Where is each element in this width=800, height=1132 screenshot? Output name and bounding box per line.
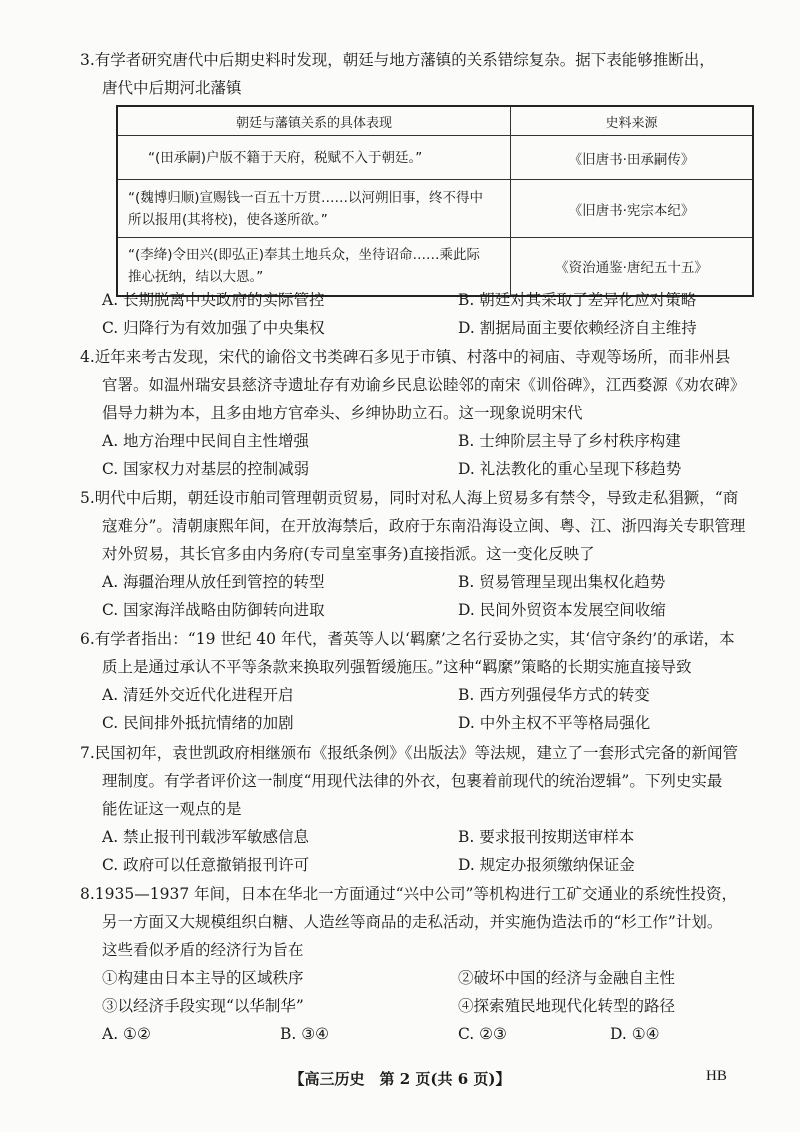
option-c[interactable]: C. 归降行为有效加强了中央集权 — [102, 319, 325, 337]
table-header-source: 史料来源 — [511, 106, 754, 136]
option-row — [80, 568, 760, 596]
option-row — [80, 1020, 760, 1048]
table-cell-text: “(李绛)令田兴(即弘正)奉其土地兵众，坐待诏命……乘此际 — [128, 247, 481, 264]
question-7-stem-line-3: 能佐证这一观点的是 — [102, 800, 242, 818]
question-5-stem-line-1: 5.明代中后期，朝廷设市舶司管理朝贡贸易，同时对私人海上贸易多有禁令，导致走私猖獗，“商 — [80, 489, 739, 507]
question-3 — [80, 46, 760, 102]
option-b[interactable]: B. 贸易管理呈现出集权化趋势 — [458, 573, 666, 591]
statement-row — [80, 964, 760, 992]
paper-code: HB — [706, 1068, 727, 1084]
option-a[interactable]: A. 禁止报刊刊载涉军敏感信息 — [102, 828, 310, 846]
question-6-stem-line-2: 质上是通过承认不平等条款来换取列强暂缓施压。”这种“羁縻”策略的长期实施直接导致 — [102, 658, 692, 676]
question-3-options — [80, 286, 760, 342]
question-6-stem-line-1: 6.有学者指出：“19 世纪 40 年代，耆英等人以‘羁縻’之名行妥协之实，其‘信守条约’的承诺，本 — [80, 630, 735, 648]
question-7 — [80, 739, 760, 879]
table-cell-source: 《旧唐书·宪宗本纪》 — [511, 180, 754, 238]
question-8 — [80, 880, 760, 1048]
option-c[interactable]: C. ②③ — [458, 1025, 507, 1043]
option-a[interactable]: A. ①② — [102, 1025, 151, 1043]
question-4-stem-line-2: 官署。如温州瑞安县慈济寺遗址存有劝谕乡民息讼睦邻的南宋《训俗碑》，江西婺源《劝农碑》 — [102, 376, 746, 394]
question-6 — [80, 625, 760, 737]
table-cell-source: 《资治通鉴·唐纪五十五》 — [511, 238, 754, 296]
table-cell-content — [117, 136, 511, 180]
table-row — [117, 180, 753, 238]
table-cell-text: “(田承嗣)户版不籍于天府，税赋不入于朝廷。” — [148, 149, 423, 166]
option-b[interactable]: B. 朝廷对其采取了差异化应对策略 — [458, 291, 697, 309]
question-5 — [80, 484, 760, 624]
option-c[interactable]: C. 政府可以任意撤销报刊许可 — [102, 856, 310, 874]
question-8-stem-line-1: 8.1935—1937 年间，日本在华北一方面通过“兴中公司”等机构进行工矿交通业的系统性投资， — [80, 885, 737, 903]
source-table — [116, 105, 754, 297]
question-3-stem-line-2: 唐代中后期河北藩镇 — [102, 79, 242, 97]
question-5-stem-line-3: 对外贸易，其长官多由内务府(专司皇室事务)直接指派。这一变化反映了 — [102, 545, 595, 563]
option-row — [80, 709, 760, 737]
page-footer: 【高三历史 第 2 页(共 6 页)】 — [289, 1070, 511, 1088]
table-header-row — [117, 106, 753, 136]
question-4-stem-line-1: 4.近年来考古发现，宋代的谕俗文书类碑石多见于市镇、村落中的祠庙、寺观等场所，而非州县 — [80, 348, 731, 366]
option-b[interactable]: B. ③④ — [280, 1025, 330, 1043]
statement-3: ③以经济手段实现“以华制华” — [102, 997, 304, 1015]
table-cell-text: “(魏博归顺)宣赐钱一百五十万贯……以河朔旧事，终不得中 — [128, 189, 484, 206]
option-d[interactable]: D. 礼法教化的重心呈现下移趋势 — [458, 460, 682, 478]
question-3-stem-line-1: 3.有学者研究唐代中后期史料时发现，朝廷与地方藩镇的关系错综复杂。据下表能够推断出， — [80, 51, 715, 69]
table-cell-content — [117, 180, 511, 238]
statement-row — [80, 992, 760, 1020]
table-row — [117, 136, 753, 180]
option-row — [80, 823, 760, 851]
option-a[interactable]: A. 长期脱离中央政府的实际管控 — [102, 291, 325, 309]
question-4 — [80, 343, 760, 483]
option-b[interactable]: B. 士绅阶层主导了乡村秩序构建 — [458, 432, 681, 450]
option-a[interactable]: A. 海疆治理从放任到管控的转型 — [102, 573, 325, 591]
table-cell-text: 推心抚纳，结以大恩。” — [128, 269, 264, 286]
option-c[interactable]: C. 国家海洋战略由防御转向进取 — [102, 601, 325, 619]
option-d[interactable]: D. 民间外贸资本发展空间收缩 — [458, 601, 666, 619]
question-7-stem-line-2: 理制度。有学者评价这一制度“用现代法律的外衣，包裹着前现代的统治逻辑”。下列史实最 — [102, 772, 723, 790]
option-c[interactable]: C. 民间排外抵抗情绪的加剧 — [102, 714, 294, 732]
option-a[interactable]: A. 地方治理中民间自主性增强 — [102, 432, 310, 450]
option-row — [80, 455, 760, 483]
option-row — [80, 286, 760, 314]
statement-2: ②破坏中国的经济与金融自主性 — [458, 969, 676, 987]
table-cell-text: 所以报用(其将校)，使各遂所欲。” — [128, 211, 328, 228]
question-8-stem-line-3: 这些看似矛盾的经济行为旨在 — [102, 941, 304, 959]
option-b[interactable]: B. 西方列强侵华方式的转变 — [458, 686, 650, 704]
option-d[interactable]: D. 规定办报须缴纳保证金 — [458, 856, 635, 874]
option-b[interactable]: B. 要求报刊按期送审样本 — [458, 828, 635, 846]
question-5-stem-line-2: 寇难分”。清朝康熙年间，在开放海禁后，政府于东南沿海设立闽、粤、江、浙四海关专职管理 — [102, 517, 746, 535]
question-4-stem-line-3: 倡导力耕为本，且多由地方官牵头、乡绅协助立石。这一现象说明宋代 — [102, 404, 583, 422]
option-d[interactable]: D. 割据局面主要依赖经济自主维持 — [458, 319, 697, 337]
option-a[interactable]: A. 清廷外交近代化进程开启 — [102, 686, 294, 704]
option-c[interactable]: C. 国家权力对基层的控制减弱 — [102, 460, 310, 478]
option-row — [80, 427, 760, 455]
table-header-content: 朝廷与藩镇关系的具体表现 — [117, 106, 511, 136]
option-d[interactable]: D. 中外主权不平等格局强化 — [458, 714, 651, 732]
table-cell-source: 《旧唐书·田承嗣传》 — [511, 136, 754, 180]
option-row — [80, 851, 760, 879]
statement-1: ①构建由日本主导的区域秩序 — [102, 969, 304, 987]
statement-4: ④探索殖民地现代化转型的路径 — [458, 997, 676, 1015]
option-row — [80, 681, 760, 709]
option-d[interactable]: D. ①④ — [610, 1025, 660, 1043]
option-row — [80, 596, 760, 624]
option-row — [80, 314, 760, 342]
question-7-stem-line-1: 7.民国初年，袁世凯政府相继颁布《报纸条例》《出版法》等法规，建立了一套形式完备的新闻管 — [80, 744, 739, 762]
question-8-stem-line-2: 另一方面又大规模组织白糖、人造丝等商品的走私活动，并实施伪造法币的“杉工作”计划。 — [102, 913, 723, 931]
